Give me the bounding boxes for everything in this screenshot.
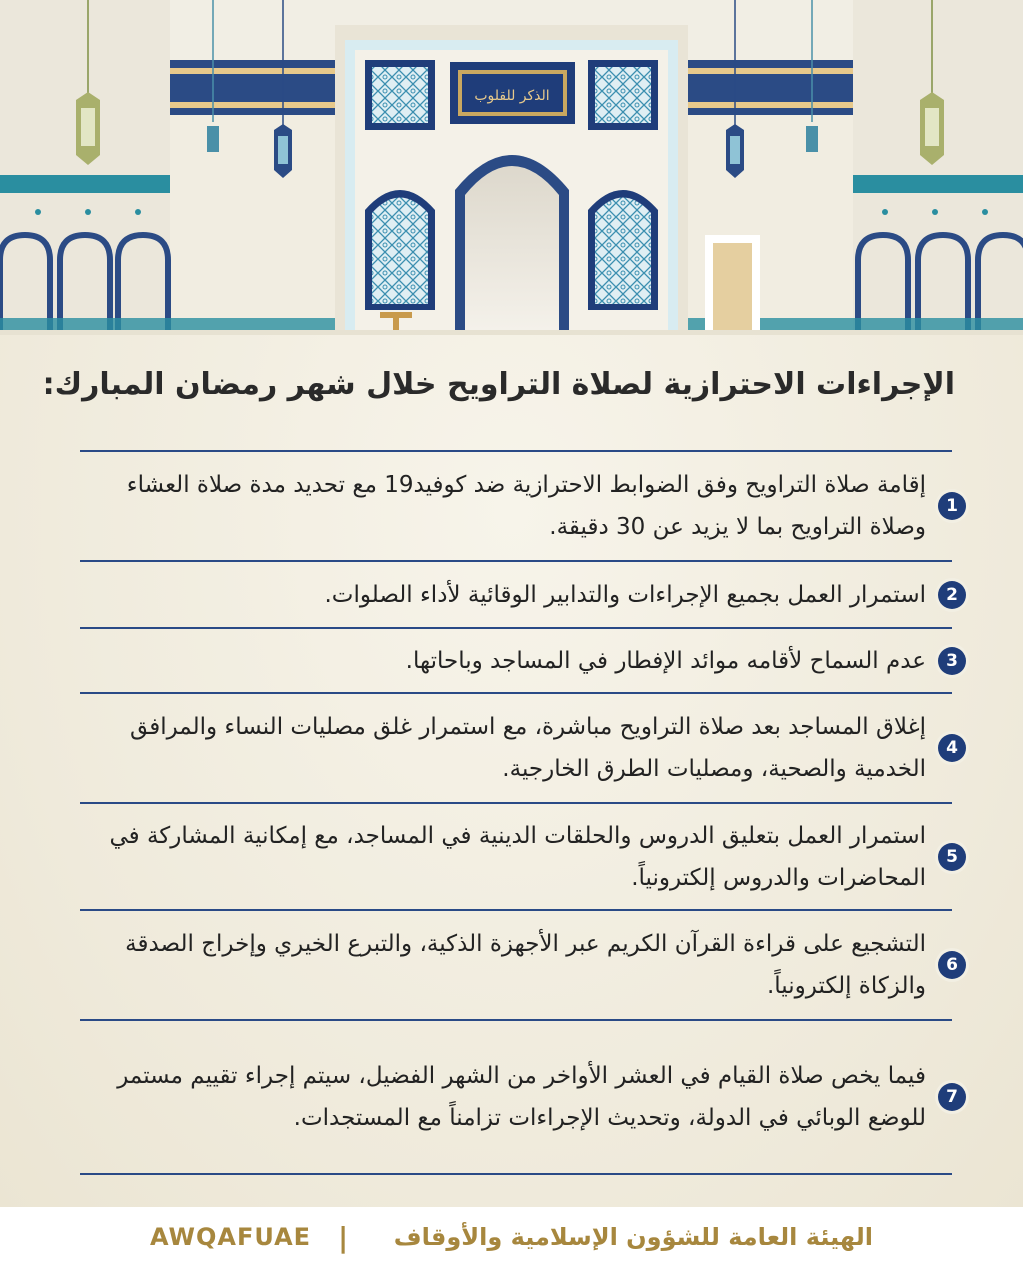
item-number-badge: 4 bbox=[938, 734, 966, 762]
item-number-badge: 6 bbox=[938, 951, 966, 979]
item-text: إغلاق المساجد بعد صلاة التراويح مباشرة، مع استمرار غلق مصليات النساء والمرافق الخدمية والصحية، ومصليات الطرق الخارجية. bbox=[130, 714, 926, 782]
list-item bbox=[80, 452, 958, 562]
item-text: فيما يخص صلاة القيام في العشر الأواخر من الشهر الفضيل، سيتم إجراء تقييم مستمر للوضع الوبائي في الدولة، وتحديث الإجراءات تزامناً مع المستجدات. bbox=[117, 1063, 926, 1131]
footer-brand-handle: AWQAFUAE bbox=[150, 1223, 312, 1251]
item-text: عدم السماح لأقامه موائد الإفطار في المساجد وباحاتها. bbox=[405, 647, 926, 674]
item-number-badge: 5 bbox=[938, 843, 966, 871]
list-item bbox=[80, 629, 958, 694]
page-title: الإجراءات الاحترازية لصلاة التراويح خلال شهر رمضان المبارك: bbox=[42, 367, 955, 402]
measures-list bbox=[80, 450, 958, 1175]
calligraphy-text: الذكر للقلوب bbox=[474, 88, 550, 104]
list-item bbox=[80, 804, 958, 911]
item-number-badge: 7 bbox=[938, 1083, 966, 1111]
content-area bbox=[0, 335, 1023, 1207]
item-number-badge: 1 bbox=[938, 492, 966, 520]
mosque-mihrab-illustration bbox=[0, 0, 1023, 335]
footer bbox=[0, 1207, 1023, 1280]
item-number-badge: 3 bbox=[938, 647, 966, 675]
item-number-badge: 2 bbox=[938, 581, 966, 609]
footer-separator: | bbox=[338, 1221, 349, 1254]
list-item bbox=[80, 1021, 958, 1175]
footer-org-name: الهيئة العامة للشؤون الإسلامية والأوقاف bbox=[393, 1223, 873, 1251]
list-item bbox=[80, 694, 958, 804]
item-text: إقامة صلاة التراويح وفق الضوابط الاحترازية ضد كوفيد19 مع تحديد مدة صلاة العشاء وصلاة التراويح بما لا يزيد عن 30 دقيقة. bbox=[126, 472, 926, 540]
list-item bbox=[80, 562, 958, 629]
item-text: التشجيع على قراءة القرآن الكريم عبر الأجهزة الذكية، والتبرع الخيري وإخراج الصدقة والزكاة إلكترونياً. bbox=[125, 931, 926, 999]
item-text: استمرار العمل بتعليق الدروس والحلقات الدينية في المساجد، مع إمكانية المشاركة في المحاضرات والدروس إلكترونياً. bbox=[109, 822, 926, 891]
item-text: استمرار العمل بجميع الإجراءات والتدابير الوقائية لأداء الصلوات. bbox=[324, 581, 926, 608]
list-item bbox=[80, 911, 958, 1021]
